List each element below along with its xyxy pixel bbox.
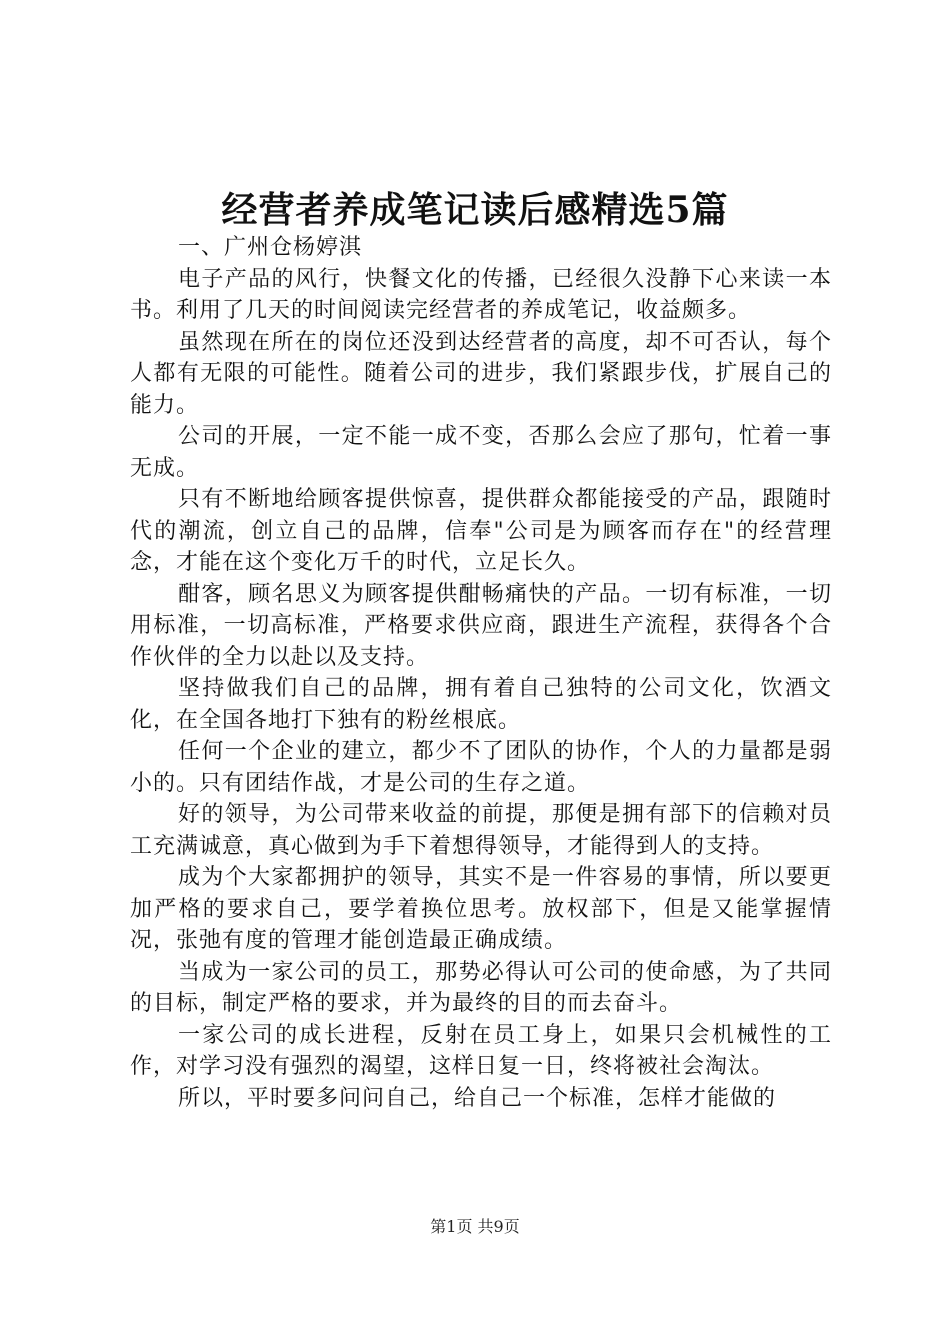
paragraph: 好的领导，为公司带来收益的前提，那便是拥有部下的信赖对员工充满诚意，真心做到为手下着想得领导，才能得到人的支持。 [130,802,832,859]
page-number-footer: 第1页 共9页 [430,1217,520,1236]
document-body [130,232,832,1114]
paragraph: 当成为一家公司的员工，那势必得认可公司的使命感，为了共同的目标，制定严格的要求，并为最终的目的而去奋斗。 [130,959,832,1016]
paragraph: 坚持做我们自己的品牌，拥有着自己独特的公司文化，饮酒文化，在全国各地打下独有的粉丝根底。 [130,676,832,733]
paragraph: 任何一个企业的建立，都少不了团队的协作，个人的力量都是弱小的。只有团结作战，才是公司的生存之道。 [130,739,832,796]
paragraph: 一、广州仓杨婷淇 [178,235,363,260]
paragraph: 虽然现在所在的岗位还没到达经营者的高度，却不可否认，每个人都有无限的可能性。随着公司的进步，我们紧跟步伐，扩展自己的能力。 [130,329,832,418]
paragraph: 成为个大家都拥护的领导，其实不是一件容易的事情，所以要更加严格的要求自己，要学着换位思考。放权部下，但是又能掌握情况，张弛有度的管理才能创造最正确成绩。 [130,865,832,953]
paragraph: 只有不断地给顾客提供惊喜，提供群众都能接受的产品，跟随时代的潮流，创立自己的品牌，信奉"公司是为顾客而存在"的经营理念，才能在这个变化万千的时代，立足长久。 [130,487,832,575]
paragraph: 所以，平时要多问问自己，给自己一个标准，怎样才能做的 [178,1085,777,1111]
paragraph: 公司的开展，一定不能一成不变，否那么会应了那句，忙着一事无成。 [130,424,832,481]
document-title: 经营者养成笔记读后感精选5篇 [221,189,729,231]
paragraph: 酣客，顾名思义为顾客提供酣畅痛快的产品。一切有标准，一切用标准，一切高标准，严格要求供应商，跟进生产流程，获得各个合作伙伴的全力以赴以及支持。 [130,581,832,670]
paragraph: 一家公司的成长进程，反射在员工身上，如果只会机械性的工作，对学习没有强烈的渴望，这样日复一日，终将被社会淘汰。 [130,1022,832,1079]
paragraph: 电子产品的风行，快餐文化的传播，已经很久没静下心来读一本书。利用了几天的时间阅读完经营者的养成笔记，收益颇多。 [130,266,832,323]
